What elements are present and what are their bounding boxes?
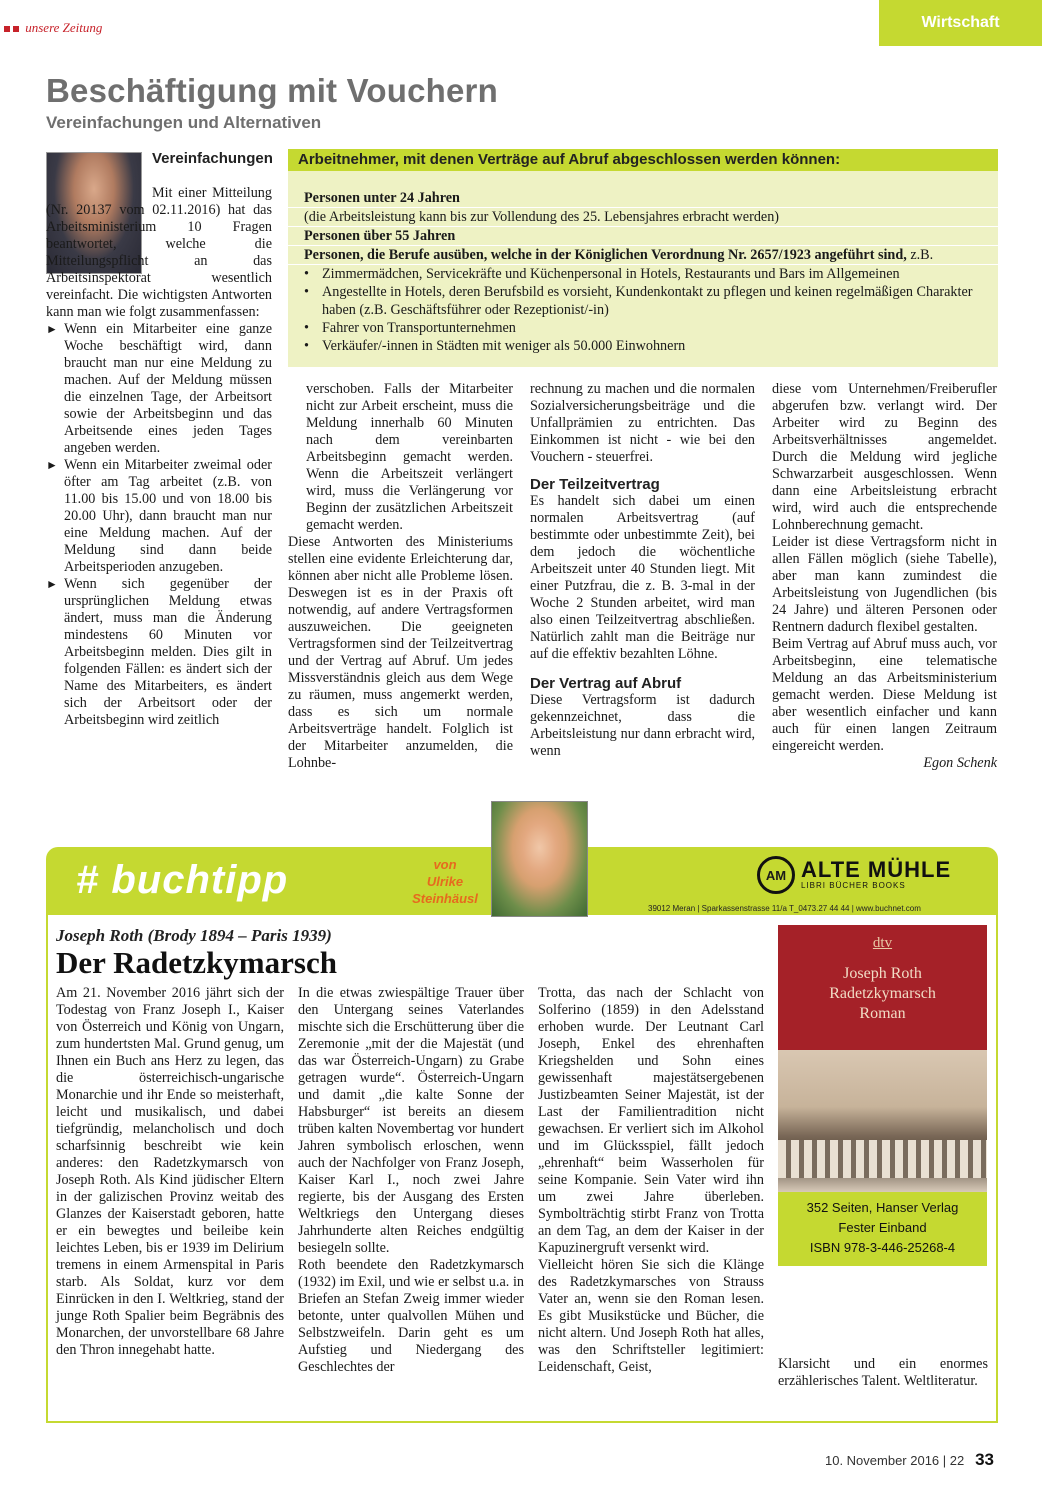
paragraph: Roth beendete den Radetzkymarsch (1932) im Exil, und wie er selbst u.a. in Briefen an Stefan Zweig immer wieder betonte, unter qualvollen Mühen und Selbstzweifeln. Darin geht es um Aufstieg und Niedergang des Geschlechtes der	[298, 1257, 524, 1375]
info-box-heading: Arbeitnehmer, mit denen Verträge auf Abruf abgeschlossen werden können:	[288, 149, 998, 171]
review-column-3	[538, 985, 764, 1376]
paragraph: Trotta, das nach der Schlacht von Solferino (1859) in den Adelsstand erhoben wurde. Der Leutnant Carl Joseph, Enkel des ehrenhaften Kriegshelden und Sohn eines gewissenhaft majestätsergebenen Justizbeamten Seiner Majestät, ist der Last der Familientradition nicht gewachsen. Er verliert sich im Alkohol und im Glücksspiel, fällt jedoch „ehrenhaft“ beim Wasserholen für seine Kompanie. Sein Vater wird ihn um zwei Jahre überleben. Symbolträchtig stirbt Franz von Trotta an dem Tag, an dem der Kaiser in der Kapuzinergruft versenkt wird.	[538, 985, 764, 1256]
list-item: • Verkäufer/-innen in Städten mit weniger als 50.000 Einwohnern	[304, 337, 982, 355]
mill-icon: AM	[757, 856, 795, 894]
info-row: Personen, die Berufe ausüben, welche in der Königlichen Verordnung Nr. 2657/1923 angeführt sind, z.B.	[288, 246, 998, 265]
bookshop-address: 39012 Meran | Sparkassenstrasse 11/a T_0473.27 44 44 | www.buchnet.com	[648, 904, 921, 913]
reviewer-credit: von Ulrike Steinhäusl	[412, 857, 478, 906]
article-column-1-body	[46, 185, 272, 729]
subheading: Der Teilzeitvertrag	[530, 476, 660, 493]
book-details: 352 Seiten, Hanser Verlag Fester Einband ISBN 978-3-446-25268-4	[778, 1192, 987, 1266]
article-headline: Beschäftigung mit Vouchern	[46, 72, 498, 109]
bullet-item: ► Wenn sich gegenüber der ursprünglichen Meldung etwas ändert, muss man die Änderung mindestens 60 Minuten vor Arbeitsbeginn melden. Dies gilt in folgenden Fällen: es ändert sich der Name des Mitarbeiters, es ändert sich der Arbeitsort oder der Arbeitsbeginn wird zeitlich	[46, 576, 272, 729]
column-heading: Vereinfachungen	[152, 150, 273, 167]
paragraph: rechnung zu machen und die normalen Sozialversicherungsbeiträge und die Unfallprämien zu entrichten. Das Einkommen ist nicht - wie bei den Vouchern - steuerfrei.	[530, 381, 755, 465]
bullet-item: ► Wenn ein Mitarbeiter eine ganze Woche beschäftigt wird, dann braucht man nur eine Meldung zu machen. Auf der Meldung müssen die einzelnen Tage, der Arbeitsort sowie der Arbeitsbeginn und das Arbeitsende eines jeden Tages angeben werden.	[46, 321, 272, 457]
paragraph: Beim Vertrag auf Abruf muss auch, vor Arbeitsbeginn, eine telematische Meldung an das Arbeitsministerium gemacht werden. Diese Meldung ist aber wesentlich einfacher und kann auch für einen langen Zeitraum eingereicht werden.	[772, 636, 997, 754]
paragraph: Klarsicht und ein enormes erzählerisches Talent. Weltliteratur.	[778, 1356, 988, 1389]
info-row: Personen unter 24 Jahren	[288, 189, 998, 208]
section-tab: Wirtschaft	[879, 0, 1042, 46]
article-column-1	[152, 150, 278, 167]
info-row: (die Arbeitsleistung kann bis zur Vollendung des 25. Lebensjahres erbracht werden)	[288, 208, 998, 227]
bullet-item: ► Wenn ein Mitarbeiter zweimal oder öfter am Tag arbeitet (z.B. von 11.00 bis 15.00 und von 18.00 bis 20.00 Uhr), dann braucht man nur eine Meldung machen. Auf der Meldung sind dann beide Arbeitsperioden anzugeben.	[46, 457, 272, 576]
subheading: Der Vertrag auf Abruf	[530, 675, 682, 692]
list-item: • Zimmermädchen, Servicekräfte und Küchenpersonal in Hotels, Restaurants und Bars im Allgemeinen	[304, 265, 982, 283]
page-number: 33	[975, 1450, 994, 1469]
review-column-2	[298, 985, 524, 1376]
article-column-3	[530, 381, 755, 760]
paragraph: Am 21. November 2016 jährt sich der Todestag von Franz Joseph I., Kaiser von Österreich und König von Ungarn, zum hundertsten Mal. Grund genug, um Ihnen ein Buch ans Herz zu legen, das die österreichisch-ungarische Monarchie und ihr Ende so meisterhaft, leicht und musikalisch, und dabei tiefgründig, melancholisch und doch scharfsinnig beschreibt wie kein anderes: den Radetzkymarsch von Joseph Roth. Als Kind jüdischer Eltern in der galizischen Provinz weitab des Glanzes der Kaiserstadt geboren, hatte er ein bewegtes und beileibe kein leichtes Leben, bis er 1939 im Delirium tremens in einem Armenspital in Paris starb. Als Soldat, kurz vor dem Einrücken in den I. Weltkrieg, stand der junge Roth Spalier beim Begräbnis des Monarchen, der unvorstellbare 68 Jahre den Thron innegehabt hatte.	[56, 985, 284, 1358]
paragraph: Diese Vertragsform ist dadurch gekennzeichnet, dass die Arbeitsleistung nur dann erbracht wird, wenn	[530, 692, 755, 759]
buchtipp-label: # buchtipp	[76, 858, 289, 902]
cover-image-balustrade	[778, 1140, 987, 1178]
list-item: • Angestellte in Hotels, deren Berufsbild es vorsieht, Kundenkontakt zu pflegen und keinen regelmäßigen Charakter haben (z.B. Geschäftsführer oder Rezeptionist/-in)	[304, 283, 982, 319]
list-item: • Fahrer von Transportunternehmen	[304, 319, 982, 337]
info-list	[288, 265, 998, 355]
review-column-1	[56, 985, 284, 1359]
paragraph: Vielleicht hören Sie sich die Klänge des Radetzkymarsches von Strauss Vater an, wenn sie den Roman lesen. Es gibt Musikstücke und Bücher, die nicht altern. Und Joseph Roth hat alles, was den Schriftsteller legitimiert: Leidenschaft, Geist,	[538, 1257, 764, 1375]
intro-paragraph: Mit einer Mitteilung (Nr. 20137 vom 02.11.2016) hat das Arbeitsministerium 10 Fragen beantwortet, welche die Mitteilungspflicht an das Arbeitsinspektorat wesentlich vereinfacht. Die wichtigsten Antworten kann man wie folgt zusammenfassen:	[46, 185, 272, 320]
info-box	[288, 149, 998, 367]
page-header	[0, 0, 1042, 46]
bookshop-logo: AM ALTE MÜHLE LIBRI BÜCHER BOOKS	[757, 856, 951, 894]
author-signature: Egon Schenk	[923, 755, 997, 771]
page-footer	[825, 1450, 994, 1470]
article-subheadline: Vereinfachungen und Alternativen	[46, 113, 322, 132]
paragraph: In die etwas zwiespältige Trauer über den Untergang seines Vaterlandes mischte sich die Erschütterung über die Zeremonie „mit der die Majestät (und das war Österreich-Ungarn) zu Grabe getragen wurde“. Österreich-Ungarn und damit „die kalte Sonne der Habsburger“ ist bereits an diesem trüben kalten Novembertag vor hundert Jahren symbolisch erloschen, wenn auch der Nachfolger von Franz Joseph, Kaiser Karl I., noch zwei Jahre regierte, bis der Ausgang des Ersten Weltkriegs den Untergang dieses Jahrhunderte alten Reiches endgültig besiegeln sollte.	[298, 985, 524, 1256]
paragraph: Es handelt sich dabei um einen normalen Arbeitsvertrag (auf bestimmte oder unbestimmte Zeit), bei dem jedoch die wöchentliche Arbeitszeit unter 40 Stunden liegt. Mit einer Putzfrau, die z. B. 3-mal in der Woche 2 Stunden arbeitet, wird man also einen Teilzeitvertrag abschließen. Natürlich zahlt man die Beiträge nur auf die effektiv bezahlten Löhne.	[530, 493, 755, 662]
book-title: Der Radetzkymarsch	[56, 945, 337, 980]
paragraph: Leider ist diese Vertragsform nicht in allen Fällen möglich (siehe Tabelle), aber man kann zumindest die Arbeitsleistung von Jugendlichen (bis 24 Jahre) und älteren Personen oder Rentnern dadurch flexibel gestalten.	[772, 534, 997, 635]
book-author: Joseph Roth (Brody 1894 – Paris 1939)	[56, 926, 332, 945]
review-column-4	[778, 1356, 988, 1390]
paragraph: diese vom Unternehmen/Freiberufler abgerufen bzw. verlangt wird. Der Arbeiter wird zu Beginn des Arbeitsverhältnisses angemeldet. Durch die Meldung wird jegliche Schwarzarbeit ausgeschlossen. Wenn dann eine Arbeitsleistung erbracht wird, wird auch die entsprechende Lohnberechnung gemacht.	[772, 381, 997, 533]
publication-logo: unsere Zeitung	[4, 20, 102, 36]
paragraph: verschoben. Falls der Mitarbeiter nicht zur Arbeit erscheint, muss die Meldung innerhalb 60 Minuten nach dem vereinbarten Arbeitsbeginn gemacht werden. Wenn die Arbeitszeit verlängert wird, muss die Verlängerung vor Beginn der zusätzlichen Arbeitszeit gemacht werden.	[306, 381, 513, 533]
paragraph: Diese Antworten des Ministeriums stellen eine evidente Erleichterung dar, können aber nicht alle Probleme lösen. Deswegen ist es in der Praxis oft notwendig, auf andere Vertragsformen auszuweichen. Die geeigneten Vertragsformen sind der Teilzeitvertrag und der Vertrag auf Abruf. Um jedes Missverständnis gleich aus dem Wege zu räumen, muss angemerkt werden, dass es sich um normale Arbeitsverträge handelt. Folglich ist der Mitarbeiter anzumelden, die Lohnbe-	[288, 534, 513, 771]
reviewer-photo	[491, 801, 588, 917]
article-column-2	[288, 381, 513, 772]
info-row: Personen über 55 Jahren	[288, 227, 998, 246]
book-cover: dtv Joseph Roth Radetzkymarsch Roman 352 Seiten, Hanser Verlag Fester Einband ISBN 978-3-446-25268-4	[778, 925, 987, 1266]
article-column-4	[772, 381, 997, 772]
issue-date: 10. November 2016 | 22	[824, 1453, 965, 1468]
publisher-logo: dtv	[872, 935, 893, 951]
